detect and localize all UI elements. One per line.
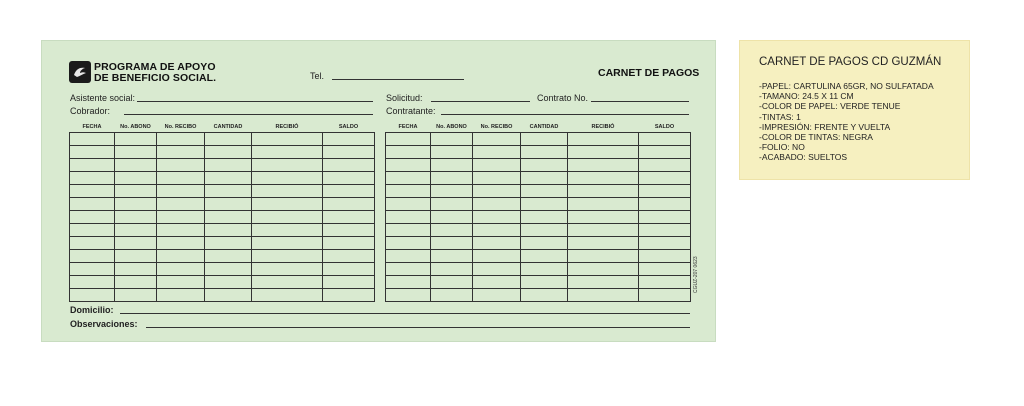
payments-table-left [69,121,375,302]
table-cell[interactable] [157,276,205,289]
table-cell[interactable] [568,172,639,185]
table-cell[interactable] [157,211,205,224]
spec-item: -IMPRESIÓN: FRENTE Y VUELTA [759,121,891,132]
column-header: CANTIDAD [213,123,243,130]
table-row [386,289,691,302]
table-cell[interactable] [205,159,252,172]
table-cell[interactable] [473,172,521,185]
column-header: SALDO [338,123,359,130]
table-cell[interactable] [205,146,252,159]
table-cell[interactable] [521,159,568,172]
table-cell[interactable] [205,198,252,211]
table-cell[interactable] [70,185,115,198]
table-cell[interactable] [115,133,157,146]
table-cell[interactable] [568,185,639,198]
table-cell[interactable] [205,289,252,302]
table-cell[interactable] [639,224,691,237]
table-cell[interactable] [431,198,473,211]
table-row [386,146,691,159]
table-cell[interactable] [157,250,205,263]
table-cell[interactable] [568,146,639,159]
table-cell[interactable] [252,250,323,263]
table-cell[interactable] [115,263,157,276]
table-cell[interactable] [521,185,568,198]
observaciones-line[interactable] [146,327,690,328]
table-cell[interactable] [252,289,323,302]
table-cell[interactable] [115,198,157,211]
table-cell[interactable] [568,133,639,146]
table-cell[interactable] [252,146,323,159]
table-cell[interactable] [473,133,521,146]
table-cell[interactable] [521,250,568,263]
table-cell[interactable] [521,276,568,289]
table-cell[interactable] [639,250,691,263]
table-cell[interactable] [639,172,691,185]
table-cell[interactable] [431,159,473,172]
spec-item: -PAPEL: CARTULINA 65GR, NO SULFATADA [759,81,934,91]
table-cell[interactable] [431,185,473,198]
table-cell[interactable] [473,289,521,302]
org-name-line1: PROGRAMA DE APOYO [94,61,216,73]
table-cell[interactable] [115,250,157,263]
table-cell[interactable] [205,250,252,263]
table-cell[interactable] [205,224,252,237]
table-row [386,250,691,263]
table-cell[interactable] [473,211,521,224]
table-cell[interactable] [252,276,323,289]
table-cell[interactable] [473,263,521,276]
table-cell[interactable] [70,159,115,172]
table-row [70,198,375,211]
table-cell[interactable] [115,237,157,250]
table-cell[interactable] [639,185,691,198]
table-row [70,159,375,172]
observaciones-label: Observaciones: [70,319,138,329]
table-cell[interactable] [386,276,431,289]
table-cell[interactable] [205,211,252,224]
table-cell[interactable] [521,289,568,302]
column-header: RECIBIÓ [591,123,615,130]
form-code: CGUZ-207 0623 [693,256,699,293]
table-cell[interactable] [157,237,205,250]
table-row [386,159,691,172]
table-cell[interactable] [639,211,691,224]
contrato-line[interactable] [591,101,689,102]
cobrador-line[interactable] [124,114,373,115]
column-header: FECHA [398,123,418,130]
table-cell[interactable] [521,263,568,276]
table-row [70,133,375,146]
table-cell[interactable] [521,198,568,211]
table-cell[interactable] [473,146,521,159]
table-row [386,198,691,211]
table-cell[interactable] [70,289,115,302]
table-cell[interactable] [252,237,323,250]
table-cell[interactable] [323,146,375,159]
table-row [386,224,691,237]
table-cell[interactable] [431,250,473,263]
solicitud-line[interactable] [431,101,530,102]
payments-table-right [385,121,691,302]
table-cell[interactable] [252,185,323,198]
tel-line[interactable] [332,79,464,80]
table-cell[interactable] [473,250,521,263]
table-cell[interactable] [70,133,115,146]
table-cell[interactable] [639,289,691,302]
table-cell[interactable] [431,289,473,302]
table-cell[interactable] [115,146,157,159]
table-cell[interactable] [521,133,568,146]
table-cell[interactable] [639,133,691,146]
table-cell[interactable] [70,250,115,263]
column-header: No. ABONO [120,123,151,130]
table-cell[interactable] [386,133,431,146]
specs-note [739,40,970,180]
table-cell[interactable] [115,185,157,198]
cobrador-label: Cobrador: [70,106,111,116]
table-row [70,185,375,198]
table-cell[interactable] [386,263,431,276]
table-row [70,250,375,263]
table-row [70,237,375,250]
contrato-label: Contrato No. [537,93,589,103]
table-cell[interactable] [521,224,568,237]
bird-logo-icon [69,61,91,83]
table-cell[interactable] [386,172,431,185]
spec-item: -COLOR DE PAPEL: VERDE TENUE [759,101,901,112]
table-cell[interactable] [568,224,639,237]
table-cell[interactable] [70,172,115,185]
table-cell[interactable] [386,250,431,263]
table-cell[interactable] [521,172,568,185]
table-cell[interactable] [252,159,323,172]
table-cell[interactable] [70,146,115,159]
table-cell[interactable] [521,211,568,224]
table-cell[interactable] [473,276,521,289]
table-cell[interactable] [639,146,691,159]
table-row [70,146,375,159]
table-cell[interactable] [323,263,375,276]
table-cell[interactable] [157,185,205,198]
table-cell[interactable] [386,185,431,198]
table-cell[interactable] [323,185,375,198]
table-cell[interactable] [521,146,568,159]
spec-item: -ACABADO: SUELTOS [759,152,848,163]
table-cell[interactable] [205,237,252,250]
column-header: CANTIDAD [529,123,559,130]
column-header: No. RECIBO [480,123,513,130]
table-row [386,133,691,146]
table-cell[interactable] [431,211,473,224]
table-cell[interactable] [70,224,115,237]
table-cell[interactable] [386,159,431,172]
table-row [386,237,691,250]
table-cell[interactable] [431,146,473,159]
table-cell[interactable] [205,185,252,198]
table-cell[interactable] [115,172,157,185]
table-cell[interactable] [323,159,375,172]
table-cell[interactable] [323,211,375,224]
table-row [386,185,691,198]
org-name [94,62,216,84]
table-row [386,263,691,276]
column-header: SALDO [654,123,675,130]
table-cell[interactable] [323,224,375,237]
table-cell[interactable] [205,133,252,146]
table-cell[interactable] [157,224,205,237]
table-row [70,263,375,276]
table-cell[interactable] [252,211,323,224]
table-row [70,224,375,237]
domicilio-label: Domicilio: [70,305,114,315]
table-cell[interactable] [386,211,431,224]
column-header: No. RECIBO [164,123,197,130]
table-cell[interactable] [115,211,157,224]
asistente-line[interactable] [137,101,373,102]
table-cell[interactable] [205,263,252,276]
table-cell[interactable] [568,237,639,250]
table-cell[interactable] [323,133,375,146]
table-row [70,276,375,289]
table-cell[interactable] [252,198,323,211]
table-cell[interactable] [323,289,375,302]
table-cell[interactable] [115,276,157,289]
table-cell[interactable] [431,237,473,250]
payment-card [41,40,716,342]
contratante-label: Contratante: [386,106,436,116]
table-cell[interactable] [252,133,323,146]
table-cell[interactable] [431,172,473,185]
table-cell[interactable] [386,146,431,159]
spec-item: -TAMANO: 24.5 X 11 CM [759,91,854,102]
table-row [386,276,691,289]
table-cell[interactable] [323,237,375,250]
table-row [70,289,375,302]
table-cell[interactable] [157,146,205,159]
table-cell[interactable] [386,289,431,302]
spec-item: -COLOR DE TINTAS: NEGRA [759,132,873,143]
table-cell[interactable] [568,211,639,224]
table-cell[interactable] [568,289,639,302]
table-cell[interactable] [115,289,157,302]
specs-title: CARNET DE PAGOS CD GUZMÁN [759,56,942,68]
table-cell[interactable] [252,263,323,276]
table-cell[interactable] [473,185,521,198]
table-cell[interactable] [568,250,639,263]
table-cell[interactable] [252,172,323,185]
table-cell[interactable] [252,224,323,237]
table-cell[interactable] [386,237,431,250]
contratante-line[interactable] [441,114,689,115]
table-cell[interactable] [431,224,473,237]
tel-label: Tel. [310,71,325,81]
table-cell[interactable] [521,237,568,250]
table-cell[interactable] [639,159,691,172]
table-cell[interactable] [431,276,473,289]
table-cell[interactable] [473,159,521,172]
table-cell[interactable] [431,133,473,146]
table-cell[interactable] [115,159,157,172]
table-cell[interactable] [115,224,157,237]
table-cell[interactable] [431,263,473,276]
table-cell[interactable] [157,289,205,302]
org-name-line2: DE BENEFICIO SOCIAL. [94,72,217,84]
table-cell[interactable] [205,172,252,185]
table-cell[interactable] [70,276,115,289]
table-cell[interactable] [639,263,691,276]
table-cell[interactable] [157,133,205,146]
domicilio-line[interactable] [120,313,690,314]
table-cell[interactable] [568,263,639,276]
table-cell[interactable] [568,198,639,211]
table-cell[interactable] [70,198,115,211]
column-header: RECIBIÓ [275,123,299,130]
column-header: FECHA [82,123,102,130]
table-cell[interactable] [157,198,205,211]
table-row [386,172,691,185]
asistente-label: Asistente social: [70,93,136,103]
table-cell[interactable] [639,237,691,250]
table-cell[interactable] [473,237,521,250]
card-title: CARNET DE PAGOS [598,67,700,79]
table-cell[interactable] [568,159,639,172]
table-row [70,211,375,224]
table-cell[interactable] [639,276,691,289]
table-cell[interactable] [70,211,115,224]
table-cell[interactable] [386,224,431,237]
spec-item: -TINTAS: 1 [759,111,801,122]
table-cell[interactable] [386,198,431,211]
table-cell[interactable] [205,276,252,289]
table-cell[interactable] [70,263,115,276]
table-row [70,172,375,185]
table-cell[interactable] [323,198,375,211]
column-header: No. ABONO [436,123,467,130]
solicitud-label: Solicitud: [386,93,423,103]
table-cell[interactable] [323,276,375,289]
spec-item: -FOLIO: NO [759,142,805,153]
table-cell[interactable] [639,198,691,211]
table-cell[interactable] [70,237,115,250]
table-cell[interactable] [473,198,521,211]
table-cell[interactable] [568,276,639,289]
table-cell[interactable] [323,250,375,263]
table-cell[interactable] [157,172,205,185]
table-cell[interactable] [323,172,375,185]
specs-list [759,81,934,163]
table-cell[interactable] [157,159,205,172]
table-row [386,211,691,224]
table-cell[interactable] [157,263,205,276]
table-cell[interactable] [473,224,521,237]
